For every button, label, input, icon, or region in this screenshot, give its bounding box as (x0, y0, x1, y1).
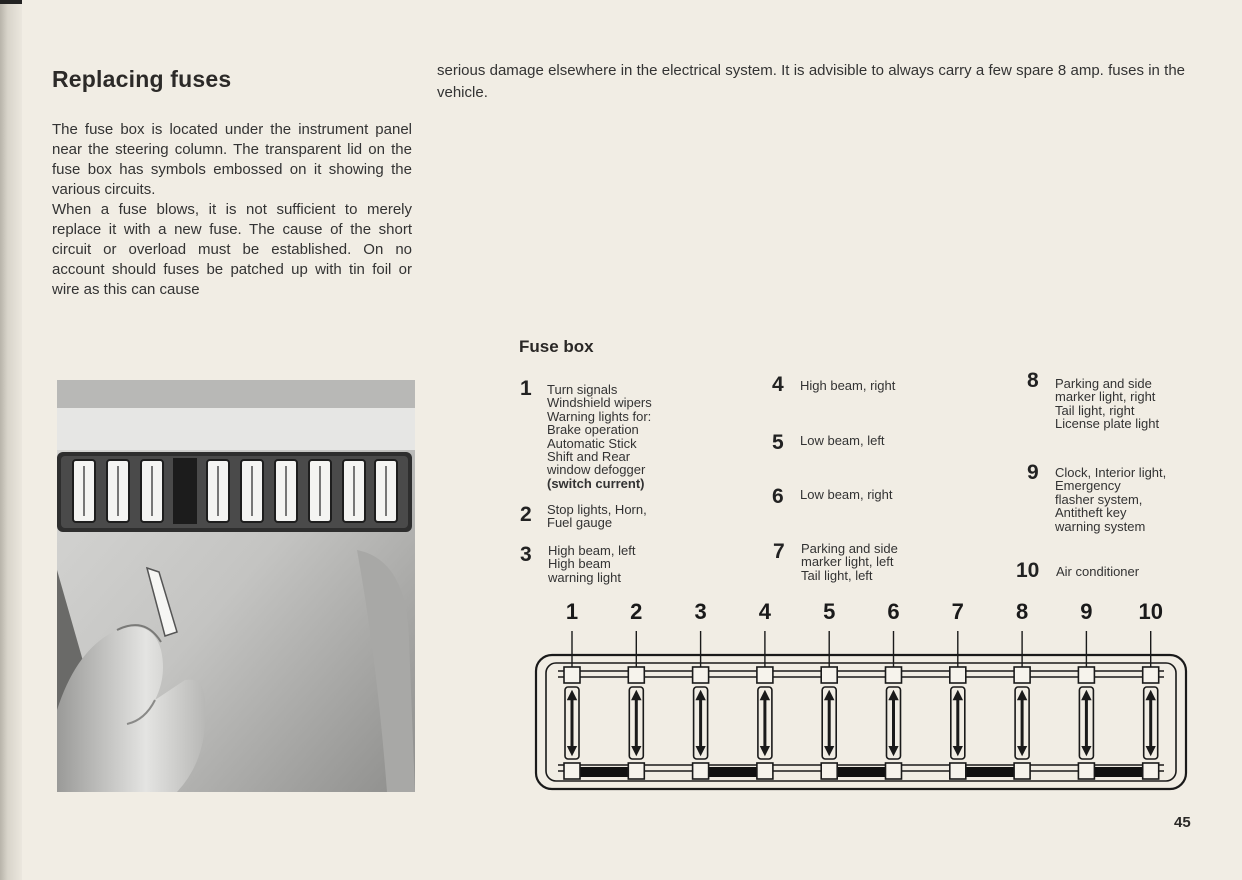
fuse-top-terminal (821, 667, 837, 683)
legend-description: Parking and side marker light, right Tail light, right License plate light (1055, 376, 1160, 432)
fuse-slot-number-label: 4 (758, 599, 772, 624)
bus-bar (1094, 767, 1142, 777)
fuse-bottom-terminal (886, 763, 902, 779)
legend-description: Parking and side marker light, left Tail light, left (801, 541, 898, 583)
legend-number: 6 (772, 485, 784, 508)
legend-number: 4 (772, 373, 784, 396)
fuse-box-photo (57, 380, 415, 792)
fuse-top-terminal (1143, 667, 1159, 683)
fuse-diagram-svg (530, 595, 1192, 795)
paragraph-blown-fuse: When a fuse blows, it is not sufficient to merely replace it with a new fuse. The cause of the short circuit or overload must be established. On no account should fuses be patched up with tin foil or wire as this can cause (52, 201, 412, 298)
bus-bar (966, 767, 1014, 777)
legend-description: High beam, left High beam warning light (548, 543, 636, 585)
legend-number: 10 (1016, 559, 1040, 582)
fuse-bottom-terminal (1078, 763, 1094, 779)
fuse-bottom-terminal (564, 763, 580, 779)
fuse-slot-number-label: 9 (1080, 599, 1093, 624)
fuse-box-diagram (530, 595, 1192, 800)
paragraph-spare-fuses: serious damage elsewhere in the electrical system. It is advisible to always carry a few spare 8 amp. fuses in the vehicle. (437, 62, 1185, 101)
page-number: 45 (1174, 814, 1191, 831)
legend-number: 5 (772, 431, 784, 454)
legend-description: Low beam, right (800, 487, 893, 502)
legend-number: 1 (520, 377, 532, 400)
legend-description: Air conditioner (1056, 564, 1140, 579)
legend-number: 8 (1027, 369, 1039, 392)
fuse-bottom-terminal (628, 763, 644, 779)
fuse-top-terminal (1014, 667, 1030, 683)
fuse-box-title: Fuse box (519, 337, 594, 356)
fuse-bottom-terminal (693, 763, 709, 779)
legend-number: 2 (520, 503, 532, 526)
fuse-top-terminal (950, 667, 966, 683)
fuse-bottom-terminal (821, 763, 837, 779)
legend-number: 9 (1027, 461, 1039, 484)
bus-bar (580, 767, 628, 777)
fuse-bottom-terminal (1014, 763, 1030, 779)
fuse-top-terminal (564, 667, 580, 683)
fuse-slot-number-label: 7 (951, 599, 964, 624)
fuse-bottom-terminal (757, 763, 773, 779)
legend-note: (switch current) (547, 475, 645, 491)
legend-description (547, 383, 727, 490)
fuse-top-terminal (628, 667, 644, 683)
fuse-slot-number-label: 3 (694, 599, 707, 624)
fuse-bottom-terminal (1143, 763, 1159, 779)
fuse-slot-number-label: 5 (823, 599, 836, 624)
fuse-top-terminal (757, 667, 773, 683)
paragraph-fuse-box-location: The fuse box is located under the instrument panel near the steering column. The transparent lid on the fuse box has symbols embossed on it showing the various circuits. (52, 121, 412, 198)
legend-text: Turn signals Windshield wipers Warning lights for: Brake operation Automatic Stick Shift and Rear window defogger (547, 382, 652, 478)
fuse-top-terminal (886, 667, 902, 683)
fuse-slot-number-label: 6 (887, 599, 900, 624)
legend-description: High beam, right (800, 378, 896, 393)
fuse-top-terminal (1078, 667, 1094, 683)
legend-number: 3 (520, 543, 532, 566)
fuse-slot-number-label: 10 (1138, 599, 1163, 624)
continuation-column (437, 60, 1185, 104)
intro-column (52, 120, 412, 300)
fuse-slot-number-label: 1 (565, 599, 579, 624)
book-spine-shadow (0, 0, 22, 880)
legend-description: Stop lights, Horn, Fuel gauge (547, 502, 647, 531)
fuse-top-terminal (693, 667, 709, 683)
page-heading: Replacing fuses (52, 66, 232, 92)
bus-bar (837, 767, 885, 777)
legend-description: Clock, Interior light, Emergency flasher system, Antitheft key warning system (1055, 465, 1167, 534)
fuse-bottom-terminal (950, 763, 966, 779)
spine-mark (0, 0, 22, 4)
fuse-slot-number-label: 2 (630, 599, 643, 624)
legend-number: 7 (773, 540, 785, 563)
legend-description: Low beam, left (800, 433, 885, 448)
fuse-slot-number-label: 8 (1015, 599, 1029, 624)
bus-bar (709, 767, 757, 777)
